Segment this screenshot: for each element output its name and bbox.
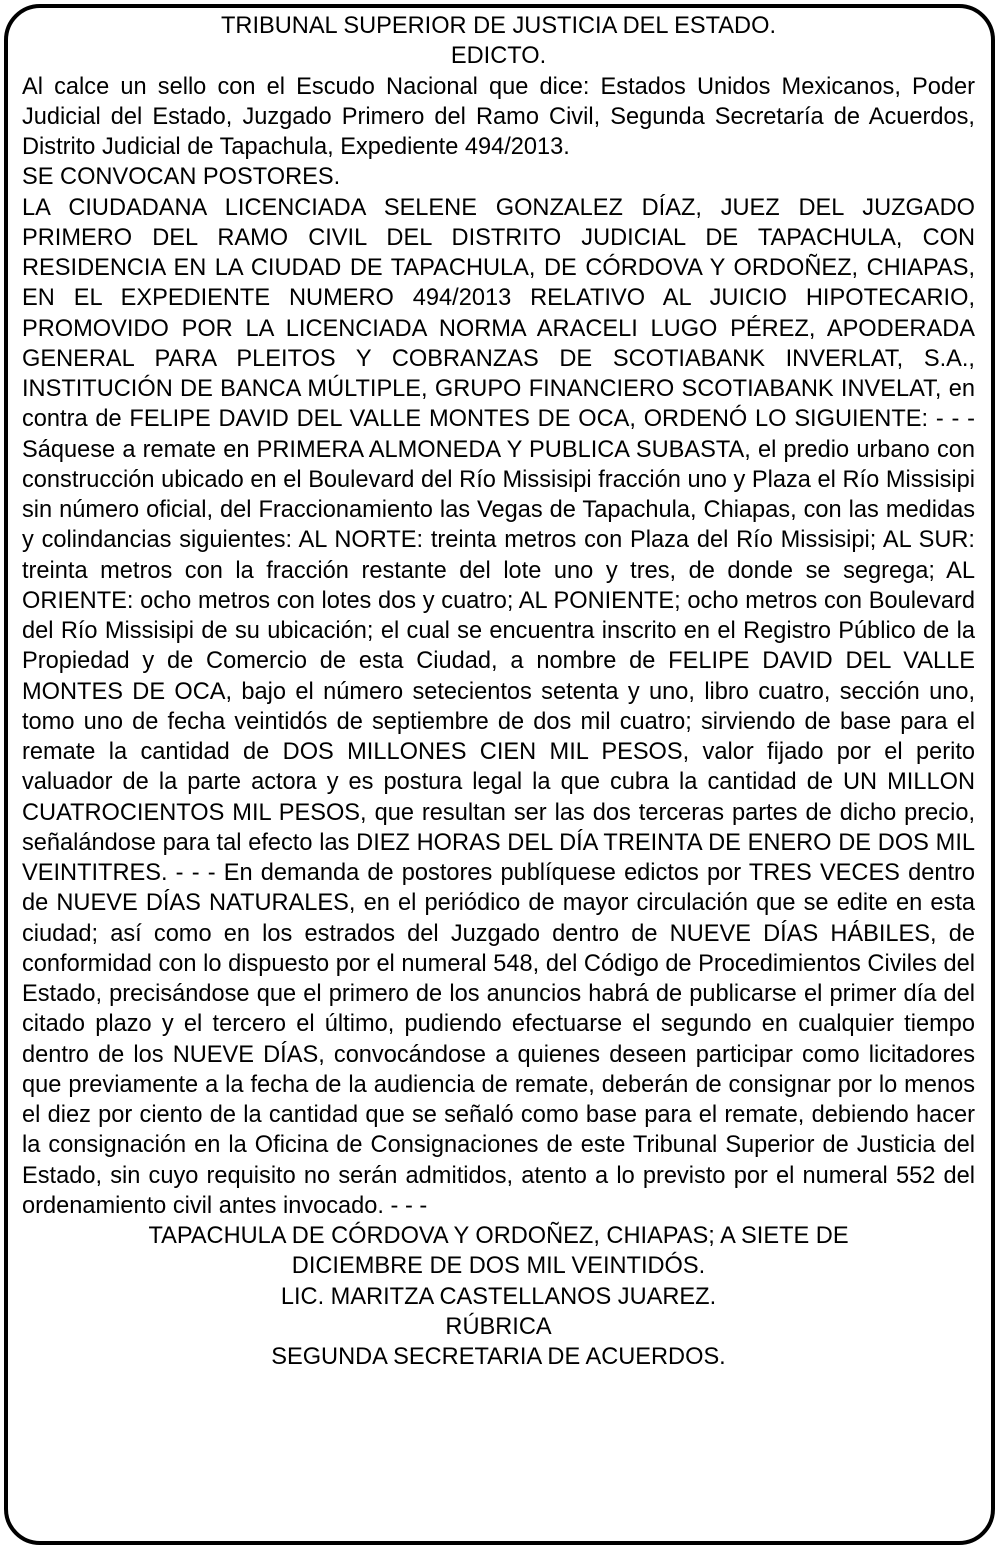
- signatory-name: LIC. MARITZA CASTELLANOS JUAREZ.: [280, 1283, 717, 1310]
- seal-paragraph: Al calce un sello con el Escudo Nacional que dice: Estados Unidos Mexicanos, Poder Judicial del Estado, Juzgado Primero del Ramo Civil, Segunda Secretaría de Acuerdos, Distrito Judicial de Tapachula, Expediente 494/2013.: [22, 73, 975, 160]
- office-name: SEGUNDA SECRETARIA DE ACUERDOS.: [271, 1344, 726, 1370]
- signature-note: RÚBRICA: [445, 1313, 552, 1340]
- edict-document: [22, 11, 975, 1372]
- closing-place-date-line1: TAPACHULA DE CÓRDOVA Y ORDOÑEZ, CHIAPAS; A SIETE DE: [148, 1223, 849, 1249]
- body-paragraph: LA CIUDADANA LICENCIADA SELENE GONZALEZ DÍAZ, JUEZ DEL JUZGADO PRIMERO DEL RAMO CIVIL DEL DISTRITO JUDICIAL DE TAPACHULA, CON RESIDENCIA EN LA CIUDAD DE TAPACHULA, DE CÓRDOVA Y ORDOÑEZ, CHIAPAS, EN EL EXPEDIENTE NUMERO 494/2013 RELATIVO AL JUICIO HIPOTECARIO, PROMOVIDO POR LA LICENCIADA NORMA ARACELI LUGO PÉREZ, APODERADA GENERAL PARA PLEITOS Y COBRANZAS DE SCOTIABANK INVERLAT, S.A., INSTITUCIÓN DE BANCA MÚLTIPLE, GRUPO FINANCIERO SCOTIABANK INVELAT, en contra de FELIPE DAVID DEL VALLE MONTES DE OCA, ORDENÓ LO SIGUIENTE: - - - Sáquese a remate en PRIMERA ALMONEDA Y PUBLICA SUBASTA, el predio urbano con construcción ubicado en el Boulevard del Río Missisipi fracción uno y Plaza el Río Missisipi sin número oficial, del Fraccionamiento las Vegas de Tapachula, Chiapas, con las medidas y colindancias siguientes: AL NORTE: treinta metros con Plaza del Río Missisipi; AL SUR: treinta metros con la fracción restante del lote uno y tres, de donde se segrega; AL ORIENTE: ocho metros con lotes dos y cuatro; AL PONIENTE; ocho metros con Boulevard del Río Missisipi de su ubicación; el cual se encuentra inscrito en el Registro Público de la Propiedad y de Comercio de esta Ciudad, a nombre de FELIPE DAVID DEL VALLE MONTES DE OCA, bajo el número setecientos setenta y uno, libro cuatro, sección uno, tomo uno de fecha veintidós de septiembre de dos mil cuatro; sirviendo de base para el remate la cantidad de DOS MILLONES CIEN MIL PESOS, valor fijado por el perito valuador de la parte actora y es postura legal la que cubra la cantidad de UN MILLON CUATROCIENTOS MIL PESOS, que resultan ser las dos terceras partes de dicho precio, señalándose para tal efecto las DIEZ HORAS DEL DÍA TREINTA DE ENERO DE DOS MIL VEINTITRES. - - - En demanda de postores publíquese edictos por TRES VECES dentro de NUEVE DÍAS NATURALES, en el periódico de mayor circulación que se edite en esta ciudad; así como en los estrados del Juzgado dentro de NUEVE DÍAS HÁBILES, de conformidad con lo dispuesto por el numeral 548, del Código de Procedimientos Civiles del Estado, precisándose que el primero de los anuncios habrá de publicarse el primer día del citado plazo y el tercero el último, pudiendo efectuarse el segundo en cualquier tiempo dentro de los NUEVE DÍAS, convocándose a quienes deseen participar como licitadores que previamente a la fecha de la audiencia de remate, deberán de consignar por lo menos el diez por ciento de la cantidad que se señaló como base para el remate, debiendo hacer la consignación en la Oficina de Consignaciones de este Tribunal Superior de Justicia del Estado, sin cuyo requisito no serán admitidos, atento a lo previsto por el numeral 552 del ordenamiento civil antes invocado. - - -: [22, 194, 975, 1219]
- document-heading: TRIBUNAL SUPERIOR DE JUSTICIA DEL ESTADO.: [221, 13, 776, 39]
- document-subheading: EDICTO.: [450, 43, 547, 70]
- closing-place-date-line2: DICIEMBRE DE DOS MIL VEINTIDÓS.: [291, 1253, 706, 1280]
- convocation-line: SE CONVOCAN POSTORES.: [22, 164, 341, 191]
